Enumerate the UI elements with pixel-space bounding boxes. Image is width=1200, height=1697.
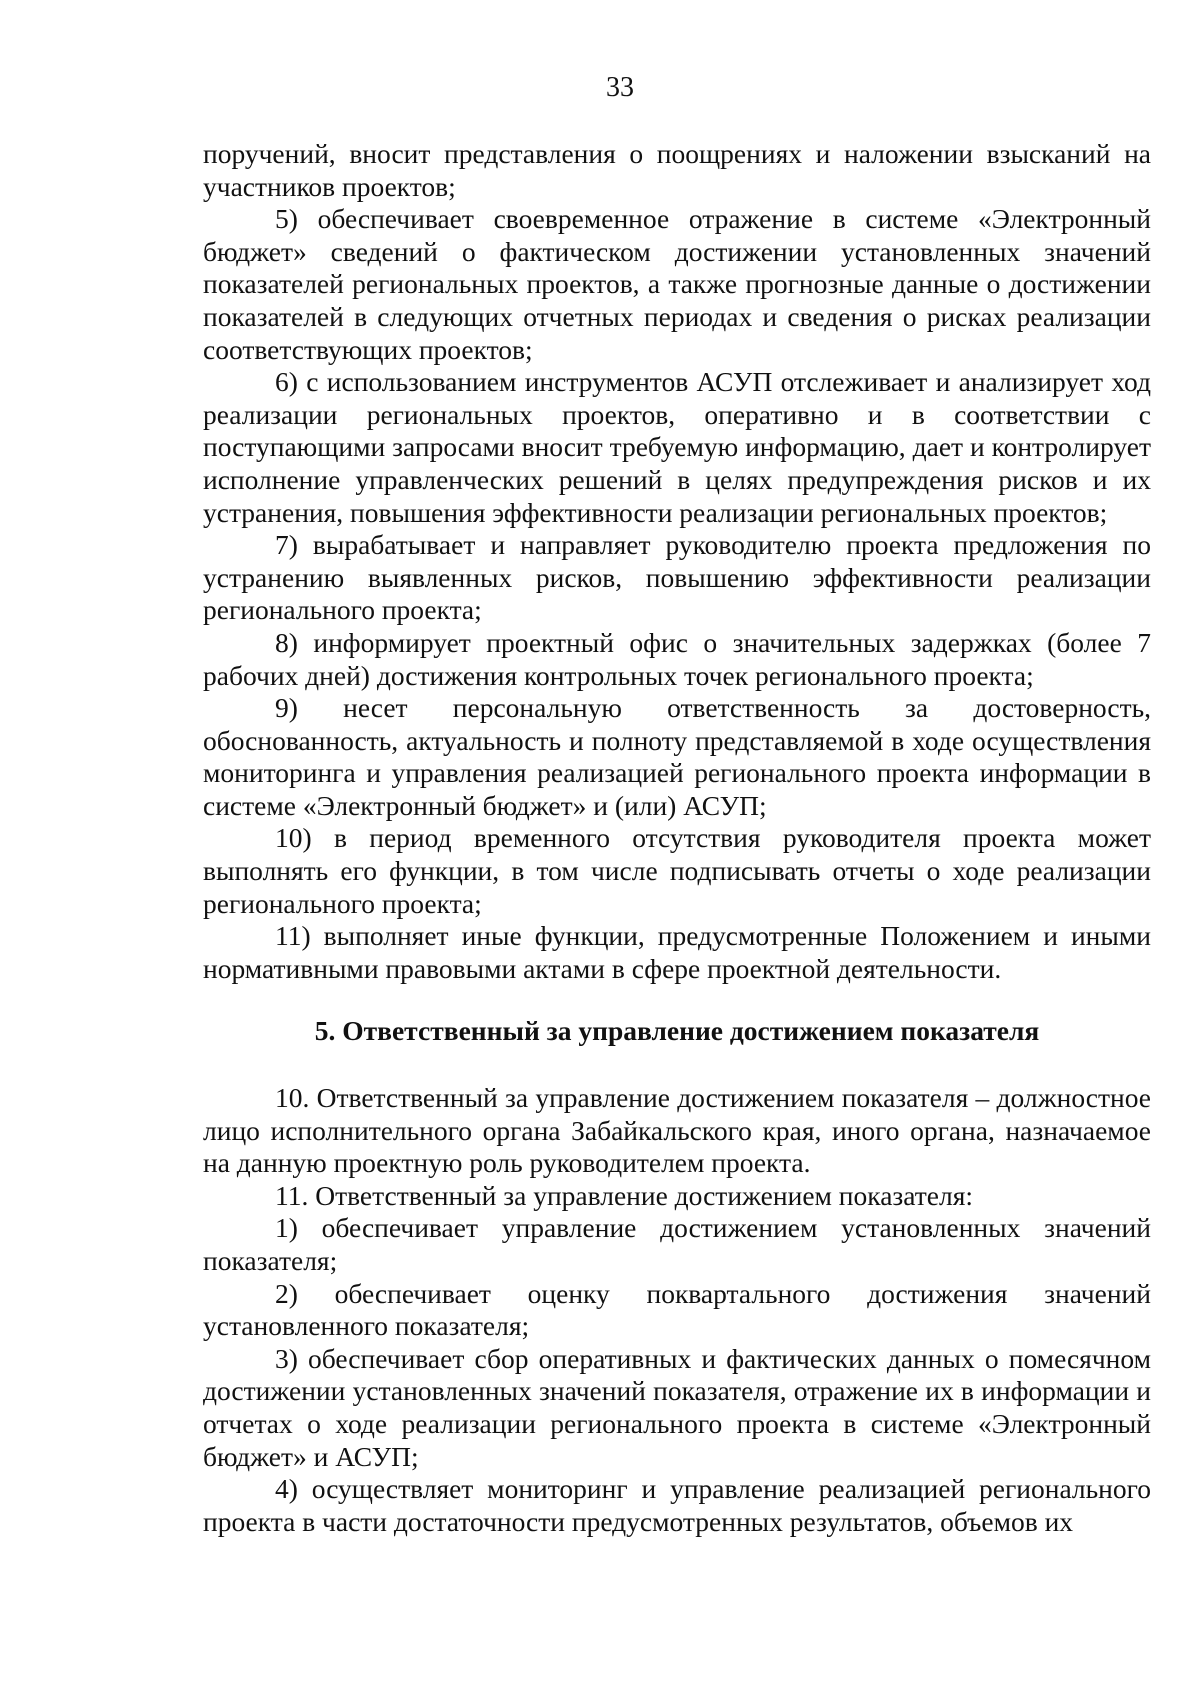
- paragraph: поручений, вносит представления о поощрениях и наложении взысканий на участников проектов;: [203, 138, 1151, 202]
- document-body: [203, 138, 1151, 1538]
- section-heading: 5. Ответственный за управление достижением показателя: [314, 1015, 1040, 1047]
- paragraph: 11) выполняет иные функции, предусмотренные Положением и иными нормативными правовыми актами в сфере проектной деятельности.: [203, 920, 1151, 984]
- page-number: 33: [606, 72, 634, 103]
- paragraph: 4) осуществляет мониторинг и управление реализацией регионального проекта в части достаточности предусмотренных результатов, объемов их: [203, 1473, 1151, 1537]
- paragraph: 5) обеспечивает своевременное отражение в системе «Электронный бюджет» сведений о фактическом достижении установленных значений показателей региональных проектов, а также прогнозные данные о достижении показателей в следующих отчетных периодах и сведения о рисках реализации соответствующих проектов;: [203, 203, 1151, 365]
- paragraph: 7) вырабатывает и направляет руководителю проекта предложения по устранению выявленных рисков, повышению эффективности реализации регионального проекта;: [203, 529, 1151, 626]
- paragraph: 3) обеспечивает сбор оперативных и фактических данных о помесячном достижении установленных значений показателя, отражение их в информации и отчетах о ходе реализации регионального проекта в системе «Электронный бюджет» и АСУП;: [203, 1342, 1151, 1472]
- paragraph: 2) обеспечивает оценку поквартального достижения значений установленного показателя;: [203, 1277, 1151, 1342]
- paragraph: 9) несет персональную ответственность за достоверность, обоснованность, актуальность и полноту представляемой в ходе осуществления мониторинга и управления реализацией регионального проекта информации в системе «Электронный бюджет» и (или) АСУП;: [203, 692, 1151, 821]
- paragraph: 11. Ответственный за управление достижением показателя:: [275, 1179, 974, 1211]
- paragraph: 6) с использованием инструментов АСУП отслеживает и анализирует ход реализации региональных проектов, оперативно и в соответствии с поступающими запросами вносит требуемую информацию, дает и контролирует исполнение управленческих решений в целях предупреждения рисков и их устранения, повышения эффективности реализации региональных проектов;: [203, 366, 1151, 528]
- paragraph: 8) информирует проектный офис о значительных задержках (более 7 рабочих дней) достижения контрольных точек регионального проекта;: [203, 626, 1151, 691]
- paragraph: 1) обеспечивает управление достижением установленных значений показателя;: [203, 1212, 1151, 1276]
- paragraph: 10. Ответственный за управление достижением показателя – должностное лицо исполнительного органа Забайкальского края, иного органа, назначаемое на данную проектную роль руководителем проекта.: [203, 1082, 1151, 1179]
- paragraph: 10) в период временного отсутствия руководителя проекта может выполнять его функции, в том числе подписывать отчеты о ходе реализации регионального проекта;: [203, 822, 1151, 919]
